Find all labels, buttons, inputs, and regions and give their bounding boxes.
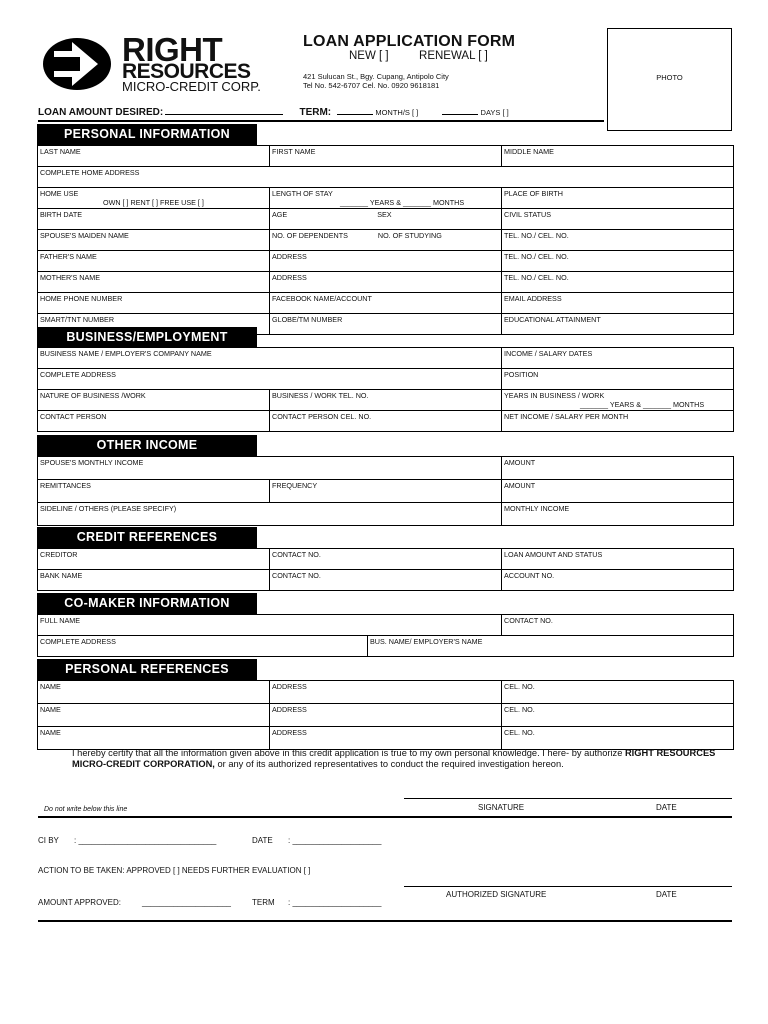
middle-name-field[interactable]: MIDDLE NAME [502,146,734,167]
section-title-personal: PERSONAL INFORMATION [37,124,257,145]
reference-row [38,704,734,727]
remittances-field[interactable]: REMITTANCES [38,480,270,503]
term-days-field[interactable] [442,105,478,115]
contact-person-field[interactable]: CONTACT PERSON [38,411,270,432]
address-line: 421 Sulucan St., Bgy. Cupang, Antipolo City [303,72,449,81]
bank-name-field[interactable]: BANK NAME [38,570,270,591]
spouse-maiden-field[interactable]: SPOUSE'S MAIDEN NAME [38,230,270,251]
section-title-business: BUSINESS/EMPLOYMENT [37,327,257,348]
days-checkbox[interactable]: DAYS [ ] [480,108,509,117]
loan-status-field[interactable]: LOAN AMOUNT AND STATUS [502,549,734,570]
last-name-field[interactable]: LAST NAME [38,146,270,167]
age-label: AGE [272,210,288,219]
length-stay-label: LENGTH OF STAY [272,189,333,198]
amount-approved-label: AMOUNT APPROVED: [38,898,121,907]
creditor-field[interactable]: CREDITOR [38,549,270,570]
facebook-field[interactable]: FACEBOOK NAME/ACCOUNT [270,293,502,314]
reference-row [38,727,734,750]
loan-amount-label: LOAN AMOUNT DESIRED: [38,107,164,118]
home-use-field[interactable] [38,188,270,209]
term-label: TERM: [299,107,332,118]
term-label-footer: TERM [252,898,275,907]
studying-label: NO. OF STUDYING [377,231,442,240]
date-label-1: DATE [656,803,677,812]
loan-amount-field[interactable] [165,105,283,115]
logo-arrow-icon [42,37,112,91]
comaker-name-field[interactable]: FULL NAME [38,615,502,636]
years-business-options[interactable]: _______ YEARS & _______ MONTHS [580,400,705,409]
cert-company: RIGHT RESOURCES MICRO-CREDIT CORPORATION, [72,748,716,769]
father-name-field[interactable]: FATHER'S NAME [38,251,270,272]
signature-label: SIGNATURE [478,803,525,812]
mother-address-field[interactable]: ADDRESS [270,272,502,293]
home-phone-field[interactable]: HOME PHONE NUMBER [38,293,270,314]
business-nature-field[interactable]: NATURE OF BUSINESS /WORK [38,390,270,411]
bottom-rule [38,920,732,922]
application-type [349,50,488,62]
photo-box[interactable] [607,28,732,131]
renewal-checkbox[interactable]: RENEWAL [ ] [419,50,488,62]
authorized-signature-line[interactable] [404,886,732,887]
comaker-table [37,614,734,657]
section-title-credit: CREDIT REFERENCES [37,527,257,548]
reference-cel-field[interactable]: CEL. NO. [502,727,734,750]
business-tel-field[interactable]: BUSINESS / WORK TEL. NO. [270,390,502,411]
globe-number-field[interactable]: GLOBE/TM NUMBER [270,314,502,335]
brand-line-2: RESOURCES [122,60,251,83]
home-address-field[interactable]: COMPLETE HOME ADDRESS [38,167,734,188]
sideline-field[interactable]: SIDELINE / OTHERS (PLEASE SPECIFY) [38,503,502,526]
monthly-income-field[interactable]: MONTHLY INCOME [502,503,734,526]
frequency-field[interactable]: FREQUENCY [270,480,502,503]
sex-label: SEX [377,210,392,219]
amount-field-2[interactable]: AMOUNT [502,480,734,503]
authorized-signature-label: AUTHORIZED SIGNATURE [446,890,547,899]
mother-name-field[interactable]: MOTHER'S NAME [38,272,270,293]
reference-row [38,681,734,704]
reference-cel-field[interactable]: CEL. NO. [502,681,734,704]
reference-name-field[interactable]: NAME [38,681,270,704]
footer-divider [38,816,732,818]
income-dates-field[interactable]: INCOME / SALARY DATES [502,348,734,369]
years-business-label: YEARS IN BUSINESS / WORK [504,391,605,400]
length-stay-options[interactable]: _______ YEARS & _______ MONTHS [340,198,465,207]
dependents-label: NO. OF DEPENDENTS [272,231,348,240]
contact-cel-field[interactable]: CONTACT PERSON CEL. NO. [270,411,502,432]
ci-by-field[interactable]: : _______________________________ [74,836,217,845]
reference-address-field[interactable]: ADDRESS [270,681,502,704]
form-title: LOAN APPLICATION FORM [303,33,516,50]
age-sex-field[interactable] [270,209,502,230]
date-field-2[interactable]: : ____________________ [288,836,382,845]
business-address-field[interactable]: COMPLETE ADDRESS [38,369,502,390]
reference-name-field[interactable]: NAME [38,704,270,727]
tel-field-2[interactable]: TEL. NO./ CEL. NO. [502,251,734,272]
date-label-3: DATE [656,890,677,899]
tel-field-3[interactable]: TEL. NO./ CEL. NO. [502,272,734,293]
years-business-field[interactable] [502,390,734,411]
references-table [37,680,734,750]
creditor-contact-field[interactable]: CONTACT NO. [270,549,502,570]
other-income-table [37,456,734,526]
loan-amount-row [38,105,509,118]
term-months-field[interactable] [337,105,373,115]
section-title-comaker: CO-MAKER INFORMATION [37,593,257,614]
first-name-field[interactable]: FIRST NAME [270,146,502,167]
cert-part-1: I hereby certify that all the information given above in this credit application is true to my own personal knowledge. I here- by authorize [72,748,625,758]
birth-date-field[interactable]: BIRTH DATE [38,209,270,230]
birth-place-field[interactable]: PLACE OF BIRTH [502,188,734,209]
amount-approved-field[interactable]: ____________________ [142,898,231,907]
civil-status-field[interactable]: CIVIL STATUS [502,209,734,230]
new-checkbox[interactable]: NEW [ ] [349,50,389,62]
dependents-field[interactable] [270,230,502,251]
brand-line-1: RIGHT [122,31,223,68]
length-stay-field[interactable] [270,188,502,209]
amount-field-1[interactable]: AMOUNT [502,457,734,480]
tel-field-1[interactable]: TEL. NO./ CEL. NO. [502,230,734,251]
comaker-contact-field[interactable]: CONTACT NO. [502,615,734,636]
smart-number-field[interactable]: SMART/TNT NUMBER [38,314,270,335]
spouse-income-field[interactable]: SPOUSE'S MONTHLY INCOME [38,457,502,480]
section-title-other-income: OTHER INCOME [37,435,257,456]
phone-line: Tel No. 542-6707 Cel. No. 0920 9618181 [303,80,440,90]
personal-info-table [37,145,734,335]
bank-contact-field[interactable]: CONTACT NO. [270,570,502,591]
credit-table [37,548,734,591]
father-address-field[interactable]: ADDRESS [270,251,502,272]
photo-label: PHOTO [656,73,683,82]
cert-part-2: or any of its authorized representatives to conduct the required investigation hereon. [214,758,564,769]
account-no-field[interactable]: ACCOUNT NO. [502,570,734,591]
net-income-field[interactable]: NET INCOME / SALARY PER MONTH [502,411,734,432]
signature-line[interactable] [404,798,732,799]
brand-line-3: MICRO-CREDIT CORP. [122,79,261,94]
ci-by-label: CI BY [38,836,59,845]
reference-cel-field[interactable]: CEL. NO. [502,704,734,727]
reference-name-field[interactable]: NAME [38,727,270,750]
no-write-note: Do not write below this line [44,806,128,813]
certification-text [72,748,732,769]
reference-address-field[interactable]: ADDRESS [270,727,502,750]
action-row[interactable]: ACTION TO BE TAKEN: APPROVED [ ] NEEDS FURTHER EVALUATION [ ] [38,866,311,875]
business-name-field[interactable]: BUSINESS NAME / EMPLOYER'S COMPANY NAME [38,348,502,369]
date-label-2: DATE [252,836,273,845]
comaker-address-field[interactable]: COMPLETE ADDRESS [38,636,368,657]
home-use-options[interactable]: OWN [ ] RENT [ ] FREE USE [ ] [103,198,204,207]
header-divider [38,120,604,122]
education-field[interactable]: EDUCATIONAL ATTAINMENT [502,314,734,335]
business-table [37,347,734,432]
reference-address-field[interactable]: ADDRESS [270,704,502,727]
company-address [303,73,449,90]
comaker-employer-field[interactable]: BUS. NAME/ EMPLOYER'S NAME [368,636,734,657]
email-field[interactable]: EMAIL ADDRESS [502,293,734,314]
home-use-label: HOME USE [40,189,79,198]
position-field[interactable]: POSITION [502,369,734,390]
term-field-footer[interactable]: : ____________________ [288,898,382,907]
months-checkbox[interactable]: MONTH/S [ ] [375,108,419,117]
section-title-references: PERSONAL REFERENCES [37,659,257,680]
